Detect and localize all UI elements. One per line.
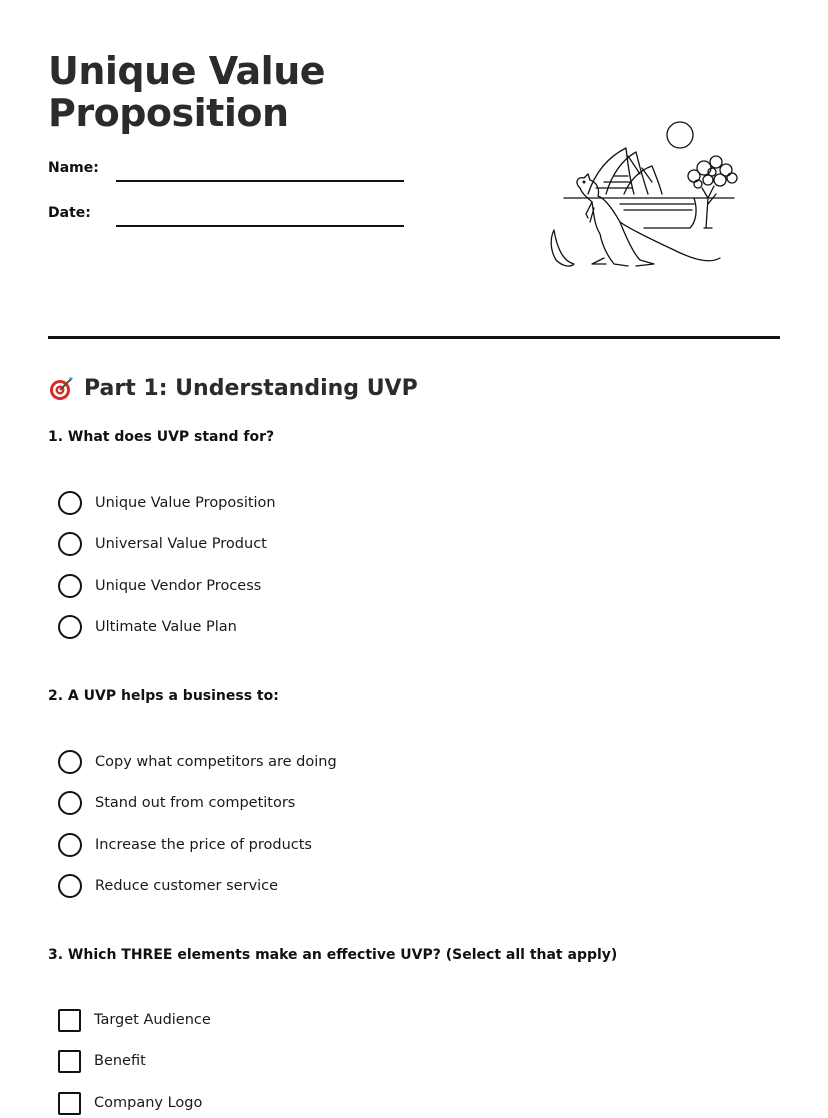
question-3: 3. Which THREE elements make an effective UVP? (Select all that apply) — [48, 947, 618, 963]
worksheet-title — [48, 50, 325, 134]
radio-button[interactable] — [58, 615, 82, 639]
radio-button[interactable] — [58, 833, 82, 857]
radio-button[interactable] — [58, 750, 82, 774]
option-label: Benefit — [94, 1053, 146, 1069]
radio-button[interactable] — [58, 491, 82, 515]
part1-heading — [48, 375, 418, 401]
q2-option-1[interactable] — [58, 749, 337, 775]
q3-option-1[interactable] — [58, 1007, 211, 1033]
sydney-kangaroo-illustration-icon — [544, 118, 744, 276]
date-label: Date: — [48, 205, 91, 221]
name-label: Name: — [48, 160, 99, 176]
q2-option-4[interactable] — [58, 873, 278, 899]
question-2: 2. A UVP helps a business to: — [48, 688, 279, 704]
checkbox[interactable] — [58, 1050, 81, 1073]
date-field[interactable] — [116, 225, 404, 227]
option-label: Increase the price of products — [95, 837, 312, 853]
question-1: 1. What does UVP stand for? — [48, 429, 275, 445]
option-label: Unique Vendor Process — [95, 578, 262, 594]
part1-title: Part 1: Understanding UVP — [84, 375, 418, 401]
radio-button[interactable] — [58, 574, 82, 598]
target-dart-icon — [48, 375, 74, 401]
option-label: Ultimate Value Plan — [95, 619, 237, 635]
title-line-1: Unique Value — [48, 49, 326, 93]
title-line-2: Proposition — [48, 91, 289, 135]
option-label: Stand out from competitors — [95, 795, 296, 811]
name-field[interactable] — [116, 180, 404, 182]
q1-option-3[interactable] — [58, 573, 261, 599]
checkbox[interactable] — [58, 1092, 81, 1115]
q3-option-2[interactable] — [58, 1048, 146, 1074]
q2-option-2[interactable] — [58, 790, 295, 816]
radio-button[interactable] — [58, 791, 82, 815]
q1-option-2[interactable] — [58, 531, 267, 557]
checkbox[interactable] — [58, 1009, 81, 1032]
option-label: Reduce customer service — [95, 878, 279, 894]
option-label: Unique Value Proposition — [95, 495, 276, 511]
radio-button[interactable] — [58, 532, 82, 556]
q1-option-4[interactable] — [58, 614, 237, 640]
option-label: Universal Value Product — [95, 536, 267, 552]
q2-option-3[interactable] — [58, 832, 312, 858]
radio-button[interactable] — [58, 874, 82, 898]
option-label: Copy what competitors are doing — [95, 754, 337, 770]
option-label: Target Audience — [94, 1012, 211, 1028]
section-divider — [48, 336, 780, 339]
q3-option-3[interactable] — [58, 1090, 202, 1116]
option-label: Company Logo — [94, 1095, 203, 1111]
q1-option-1[interactable] — [58, 490, 276, 516]
